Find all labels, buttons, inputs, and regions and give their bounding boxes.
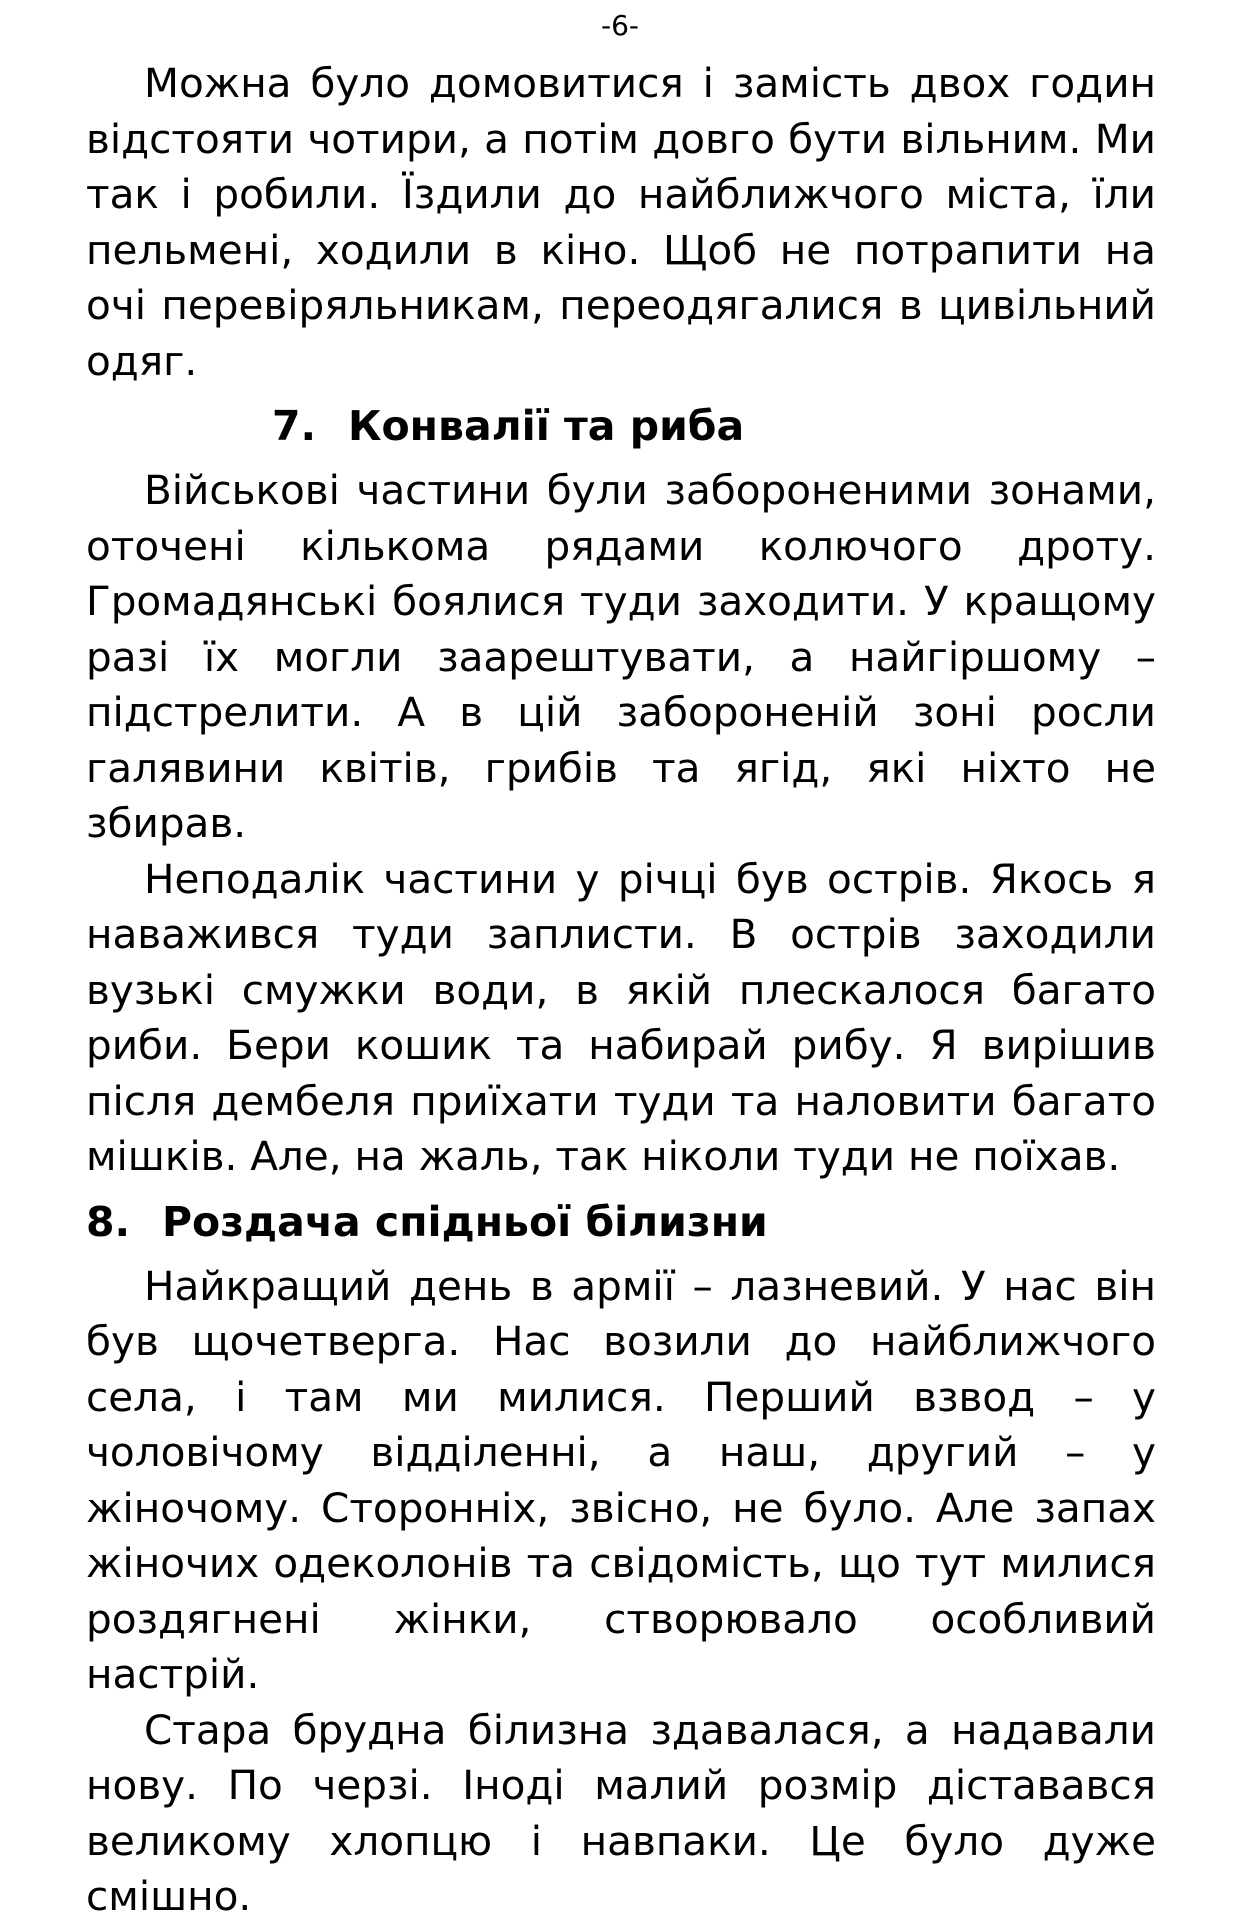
- body-paragraph: Найкращий день в армії – лазневий. У нас він був щочетверга. Нас возили до найближчого села, і там ми милися. Перший взвод – у чоловічому відділенні, а наш, другий – у жіночому. Сторонніх, звісно, не було. Але запах жіночих одеколонів та свідомість, що тут милися роздягнені жінки, створювало особливий настрій.: [86, 1261, 1156, 1698]
- section-heading-8: [86, 1185, 1156, 1259]
- body-paragraph: Військові частини були забороненими зонами, оточені кількома рядами колючого дроту. Громадянські боялися туди заходити. У кращому разі їх могли заарештувати, а найгіршому – підстрелити. А в цій забороненій зоні росли галявини квітів, грибів та ягід, які ніхто не збирав.: [86, 466, 1156, 847]
- body-paragraph: Стара брудна білизна здавалася, а надавали нову. По черзі. Іноді малий розмір діставався великому хлопцю і навпаки. Це було дуже смішно.: [86, 1705, 1156, 1920]
- page-content: [86, 56, 1156, 1925]
- section-title: Роздача спідньої білизни: [162, 1197, 768, 1246]
- section-number: 8.: [86, 1197, 131, 1246]
- body-paragraph: Неподалік частини у річці був острів. Якось я наважився туди заплисти. В острів заходили вузькі смужки води, в якій плескалося багато риби. Бери кошик та набирай рибу. Я вирішив після дембеля приїхати туди та наловити багато мішків. Але, на жаль, так ніколи туди не поїхав.: [86, 854, 1156, 1180]
- body-paragraph: Можна було домовитися і замість двох годин відстояти чотири, а потім довго бути вільним. Ми так і робили. Їздили до найближчого міста, їли пельмені, ходили в кіно. Щоб не потрапити на очі перевіряльникам, переодягалися в цивільний одяг.: [86, 59, 1156, 385]
- section-title: Конвалії та риба: [348, 402, 745, 450]
- page-number: -6-: [600, 9, 640, 42]
- section-heading-7: [86, 389, 1156, 463]
- section-number: 7.: [272, 402, 317, 450]
